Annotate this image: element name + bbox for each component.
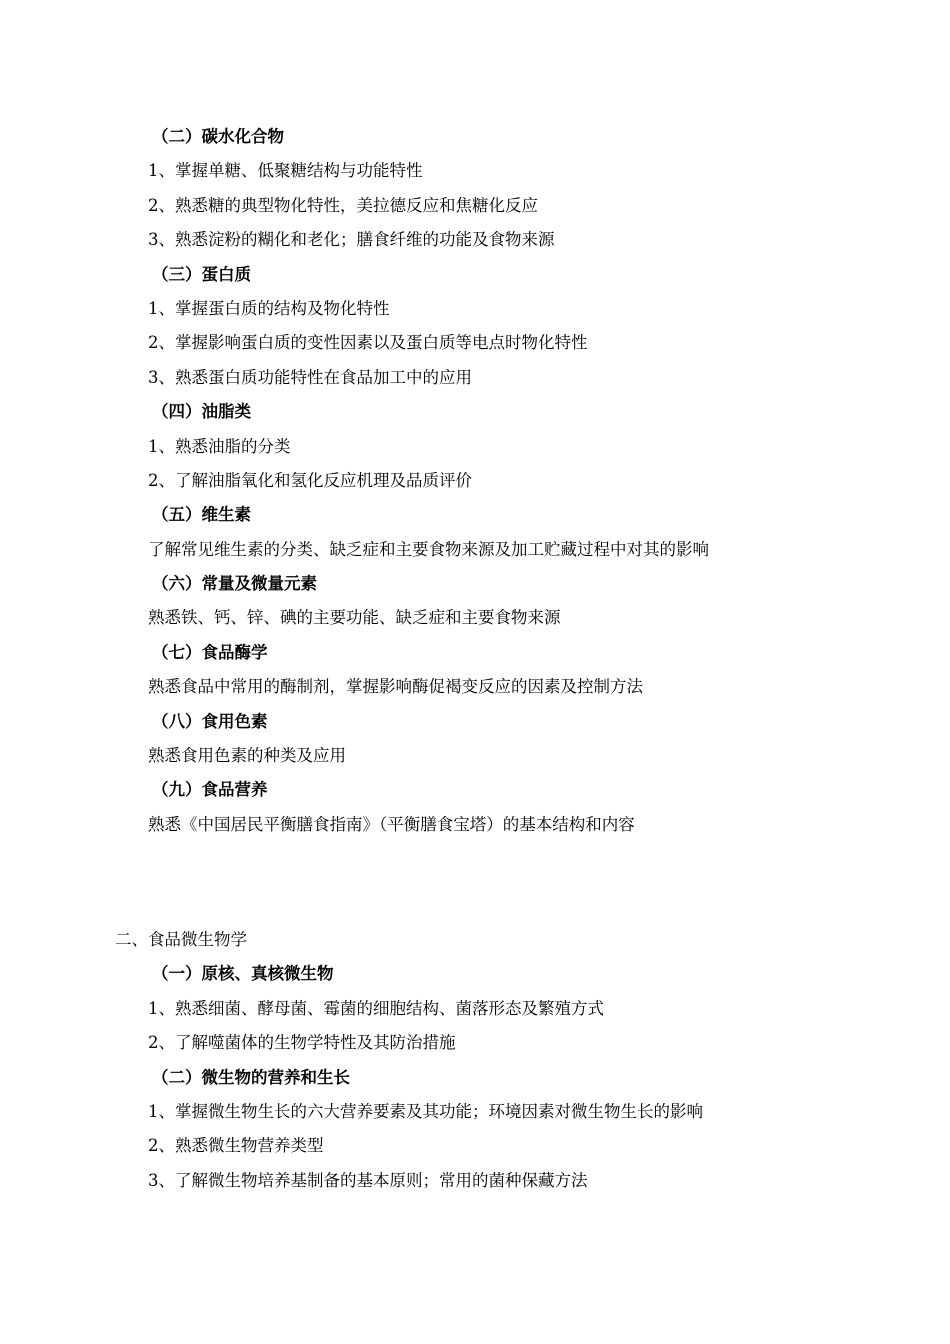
section-heading: 二、食品微生物学 <box>115 930 247 949</box>
subsection-heading-carbohydrates: （二）碳水化合物 <box>152 127 284 146</box>
subsection-heading-protein: （三）蛋白质 <box>152 264 251 284</box>
subsection-heading-minerals: （六）常量及微量元素 <box>152 574 317 594</box>
list-item: 2、熟悉糖的典型物化特性，美拉德反应和焦糖化反应 <box>148 195 538 215</box>
list-item: 3、熟悉蛋白质功能特性在食品加工中的应用 <box>148 367 472 387</box>
list-item: 1、掌握单糖、低聚糖结构与功能特性 <box>148 161 423 181</box>
list-item: 3、熟悉淀粉的糊化和老化；膳食纤维的功能及食物来源 <box>148 230 555 250</box>
list-item: 熟悉食品中常用的酶制剂，掌握影响酶促褐变反应的因素及控制方法 <box>148 677 643 697</box>
list-item: 3、了解微生物培养基制备的基本原则；常用的菌种保藏方法 <box>148 1170 588 1190</box>
list-item: 1、掌握蛋白质的结构及物化特性 <box>148 298 390 318</box>
subsection-heading-enzymes: （七）食品酶学 <box>152 642 268 662</box>
subsection-heading-lipids: （四）油脂类 <box>152 402 251 422</box>
subsection-heading-cells: （一）原核、真核微生物 <box>152 964 334 984</box>
food-microbiology-section <box>0 923 950 1198</box>
list-item: 熟悉铁、钙、锌、碘的主要功能、缺乏症和主要食物来源 <box>148 608 561 628</box>
list-item: 了解常见维生素的分类、缺乏症和主要食物来源及加工贮藏过程中对其的影响 <box>148 539 709 559</box>
list-item: 1、熟悉油脂的分类 <box>148 436 291 456</box>
list-item: 2、了解噬菌体的生物学特性及其防治措施 <box>148 1033 456 1053</box>
food-chemistry-section <box>0 120 950 842</box>
list-item: 熟悉《中国居民平衡膳食指南》（平衡膳食宝塔）的基本结构和内容 <box>148 814 635 834</box>
list-item: 2、掌握影响蛋白质的变性因素以及蛋白质等电点时物化特性 <box>148 333 588 353</box>
list-item: 1、熟悉细菌、酵母菌、霉菌的细胞结构、菌落形态及繁殖方式 <box>148 998 604 1018</box>
list-item: 2、了解油脂氧化和氢化反应机理及品质评价 <box>148 470 472 490</box>
subsection-heading-nutrition: （九）食品营养 <box>152 780 268 800</box>
subsection-heading-vitamins: （五）维生素 <box>152 505 251 525</box>
subsection-heading-growth: （二）微生物的营养和生长 <box>152 1067 350 1087</box>
list-item: 熟悉食用色素的种类及应用 <box>148 746 346 766</box>
subsection-heading-pigments: （八）食用色素 <box>152 711 268 731</box>
list-item: 1、掌握微生物生长的六大营养要素及其功能；环境因素对微生物生长的影响 <box>148 1101 703 1121</box>
list-item: 2、熟悉微生物营养类型 <box>148 1136 324 1156</box>
